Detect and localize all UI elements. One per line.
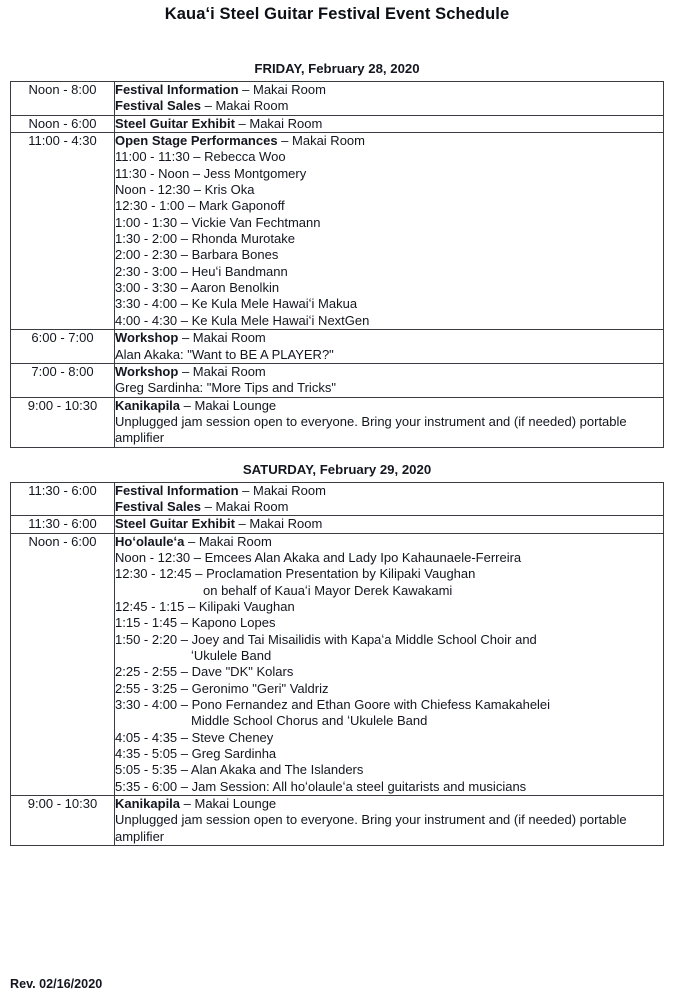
event-location: – Makai Lounge (180, 796, 277, 812)
time-cell: 11:30 - 6:00 (11, 516, 115, 533)
event-title: Workshop (115, 330, 179, 346)
event-detail-line: 4:35 - 5:05 – Greg Sardinha (115, 746, 277, 762)
event-detail-line: 5:35 - 6:00 – Jam Session: All hoʻolauleʻa steel guitarists and musicians (115, 778, 527, 794)
detail-cell (115, 363, 664, 397)
event-location: – Makai Room (234, 516, 323, 532)
event-location: – Makai Room (234, 115, 323, 131)
event-detail-line: 2:25 - 2:55 – Dave "DK" Kolars (115, 664, 294, 680)
table-row (11, 482, 664, 516)
event-title-line (115, 499, 663, 515)
event-title: Hoʻolauleʻa (115, 533, 185, 549)
event-title: Steel Guitar Exhibit (115, 115, 235, 131)
event-detail-line: Noon - 12:30 – Emcees Alan Akaka and Lady Ipo Kahaunaele-Ferreira (115, 549, 522, 565)
event-detail-line: Noon - 12:30 – Kris Oka (115, 182, 255, 198)
detail-cell (115, 115, 664, 132)
event-location: – Makai Room (238, 482, 326, 498)
event-title-line (115, 330, 663, 346)
event-detail-line: 1:15 - 1:45 – Kapono Lopes (115, 615, 276, 631)
event-detail-line: Alan Akaka: "Want to BE A PLAYER?" (115, 346, 334, 362)
table-row (11, 133, 664, 330)
event-detail-line: 12:45 - 1:15 – Kilipaki Vaughan (115, 598, 295, 614)
detail-cell (115, 133, 664, 330)
event-title-line (115, 82, 663, 98)
detail-cell (115, 397, 664, 447)
document-page (0, 5, 674, 999)
detail-cell (115, 82, 664, 116)
table-row (11, 330, 664, 364)
event-detail-line: 3:30 - 4:00 – Pono Fernandez and Ethan Goore with Chiefess Kamakahelei (115, 697, 551, 713)
event-title: Festival Information (115, 82, 239, 97)
table-row (11, 115, 664, 132)
detail-cell (115, 482, 664, 516)
table-row (11, 533, 664, 796)
event-detail-line: Unplugged jam session open to everyone. Bring your instrument and (if needed) portable amplifier (115, 812, 627, 844)
event-detail-line: 2:00 - 2:30 – Barbara Bones (115, 247, 279, 263)
event-title-line (115, 133, 663, 149)
event-title-line (115, 364, 663, 380)
event-title: Kanikapila (115, 796, 181, 812)
event-detail-line: 2:30 - 3:00 – Heuʻi Bandmann (115, 263, 288, 279)
event-detail-line: 1:00 - 1:30 – Vickie Van Fechtmann (115, 214, 321, 230)
page-title: Kauaʻi Steel Guitar Festival Event Schedule (164, 5, 510, 23)
event-detail-line: 3:00 - 3:30 – Aaron Benolkin (115, 280, 280, 296)
event-title: Festival Sales (115, 98, 201, 114)
event-title: Open Stage Performances (115, 133, 278, 149)
detail-cell (115, 796, 664, 846)
time-cell: Noon - 6:00 (11, 533, 115, 796)
event-title: Steel Guitar Exhibit (115, 516, 235, 532)
time-cell: 11:00 - 4:30 (11, 133, 115, 330)
time-cell: 9:00 - 10:30 (11, 796, 115, 846)
time-cell: Noon - 8:00 (11, 82, 115, 116)
event-title: Festival Information (115, 482, 239, 498)
detail-cell (115, 330, 664, 364)
event-title: Festival Sales (115, 498, 201, 514)
detail-cell (115, 516, 664, 533)
event-detail-line: 5:05 - 5:35 – Alan Akaka and The Islanders (115, 762, 364, 778)
schedule-table-friday (10, 81, 664, 448)
event-detail-line: 11:30 - Noon – Jess Montgomery (115, 165, 307, 181)
event-detail-line: on behalf of Kauaʻi Mayor Derek Kawakami (203, 582, 453, 598)
time-cell: 9:00 - 10:30 (11, 397, 115, 447)
event-detail-line: 12:30 - 12:45 – Proclamation Presentation by Kilipaki Vaughan (115, 566, 476, 582)
event-location: – Makai Room (184, 533, 272, 549)
revision-footer: Rev. 02/16/2020 (10, 977, 103, 991)
day-heading-friday: FRIDAY, February 28, 2020 (254, 61, 420, 76)
event-title-line (115, 516, 663, 532)
time-cell: Noon - 6:00 (11, 115, 115, 132)
detail-cell (115, 533, 664, 796)
event-location: – Makai Room (201, 98, 289, 114)
table-row (11, 397, 664, 447)
event-detail-line: 4:00 - 4:30 – Ke Kula Mele Hawaiʻi NextGen (115, 312, 370, 328)
event-title-line (115, 98, 663, 114)
table-row (11, 82, 664, 116)
event-detail-line: 3:30 - 4:00 – Ke Kula Mele Hawaiʻi Makua (115, 296, 358, 312)
event-detail-line: 11:00 - 11:30 – Rebecca Woo (115, 149, 286, 165)
event-detail-line: 1:30 - 2:00 – Rhonda Murotake (115, 231, 295, 247)
schedule-body-saturday (11, 482, 664, 846)
time-cell: 11:30 - 6:00 (11, 482, 115, 516)
schedule-body-friday (11, 82, 664, 448)
event-title-line (115, 534, 663, 550)
event-detail-line: Greg Sardinha: "More Tips and Tricks" (115, 380, 336, 396)
table-row (11, 516, 664, 533)
event-title-line (115, 116, 663, 132)
day-heading-saturday: SATURDAY, February 29, 2020 (242, 461, 432, 477)
event-title: Workshop (115, 363, 179, 379)
event-title-line (115, 483, 663, 499)
time-cell: 7:00 - 8:00 (11, 363, 115, 397)
event-title-line (115, 796, 663, 812)
event-location: – Makai Room (277, 133, 365, 149)
time-cell: 6:00 - 7:00 (11, 330, 115, 364)
event-detail-line: ʻUkulele Band (191, 648, 272, 663)
event-detail-line: 4:05 - 4:35 – Steve Cheney (115, 729, 274, 745)
table-row (11, 363, 664, 397)
event-location: – Makai Room (238, 82, 326, 97)
event-title-line (115, 398, 663, 414)
event-detail-line: 12:30 - 1:00 – Mark Gaponoff (115, 198, 285, 214)
event-title: Kanikapila (115, 397, 181, 413)
event-location: – Makai Lounge (180, 397, 277, 413)
event-location: – Makai Room (178, 330, 266, 346)
event-location: – Makai Room (178, 363, 266, 379)
event-detail-line: Unplugged jam session open to everyone. Bring your instrument and (if needed) portable amplifier (115, 413, 627, 446)
event-location: – Makai Room (201, 498, 289, 514)
table-row (11, 796, 664, 846)
event-detail-line: 2:55 - 3:25 – Geronimo "Geri" Valdriz (115, 680, 329, 696)
schedule-table-saturday (10, 482, 664, 847)
event-detail-line: 1:50 - 2:20 – Joey and Tai Misailidis with Kapaʻa Middle School Choir and (115, 631, 537, 647)
event-detail-line: Middle School Chorus and ʻUkulele Band (191, 713, 428, 729)
